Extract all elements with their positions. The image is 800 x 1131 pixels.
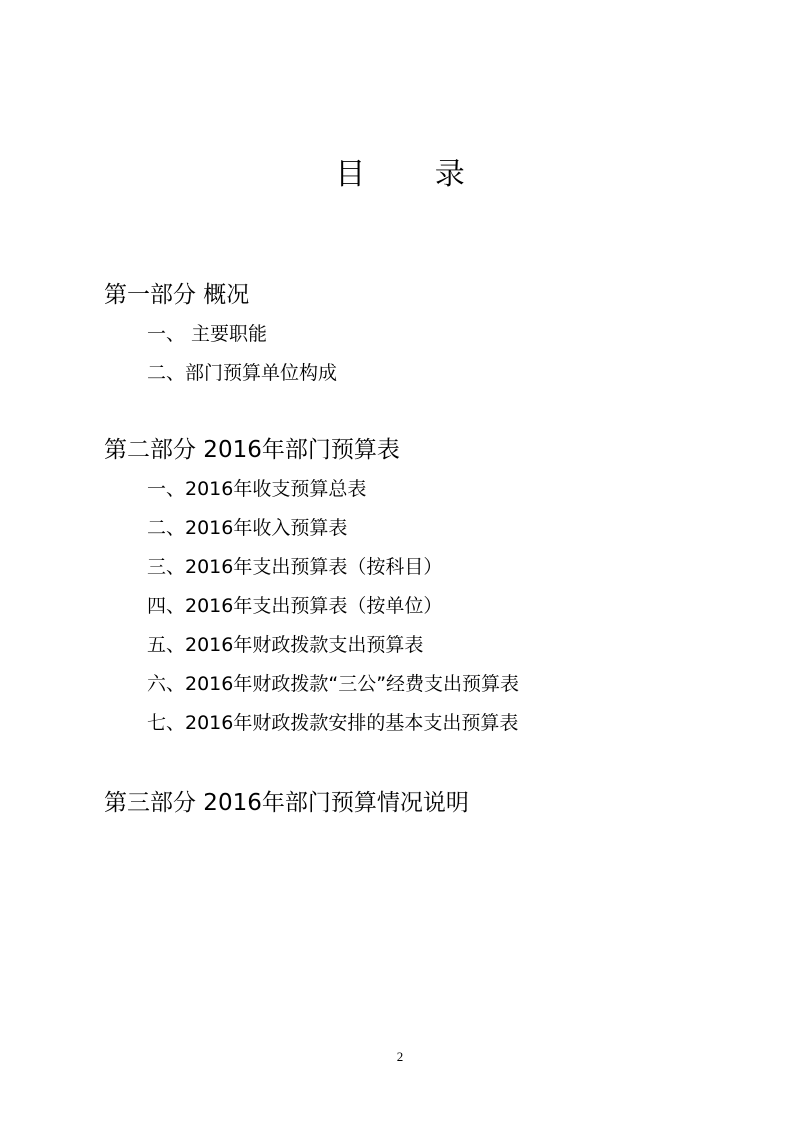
part-one-heading: 第一部分 概况: [104, 282, 250, 308]
toc-item: 一、2016年收支预算总表: [147, 478, 367, 500]
part-three-heading: 第三部分 2016年部门预算情况说明: [104, 790, 469, 816]
toc-item: 二、2016年收入预算表: [147, 517, 348, 539]
toc-item: 六、2016年财政拨款“三公”经费支出预算表: [147, 673, 520, 695]
page-title: 目 录: [335, 157, 495, 192]
part-two-heading: 第二部分 2016年部门预算表: [104, 437, 400, 463]
toc-item: 三、2016年支出预算表（按科目）: [147, 556, 443, 578]
toc-item: 七、2016年财政拨款安排的基本支出预算表: [147, 712, 519, 734]
toc-item: 五、2016年财政拨款支出预算表: [147, 634, 424, 656]
toc-item: 一、 主要职能: [147, 323, 268, 345]
toc-item: 二、部门预算单位构成: [147, 362, 338, 384]
toc-item: 四、2016年支出预算表（按单位）: [147, 595, 443, 617]
page-number: 2: [396, 1049, 404, 1064]
